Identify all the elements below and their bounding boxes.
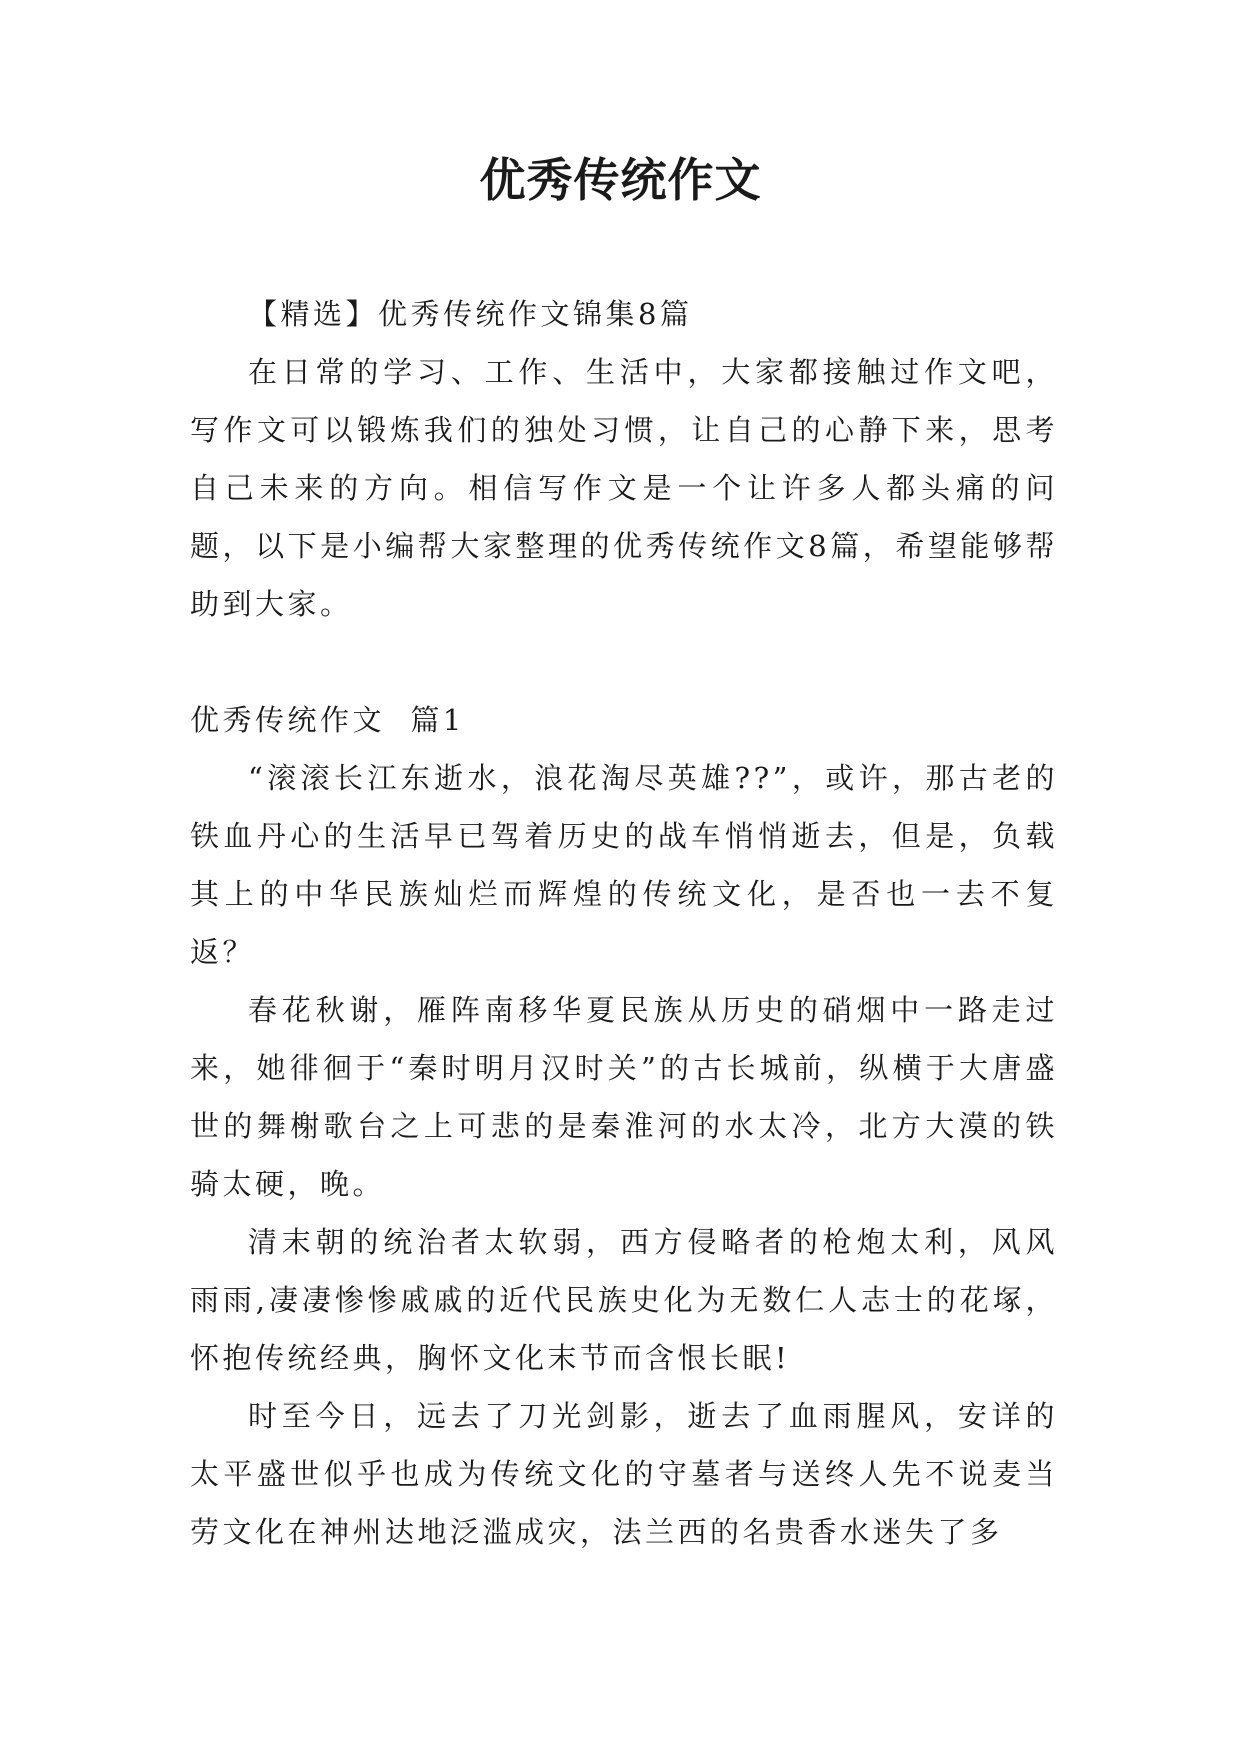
paragraph-4: 时至今日，远去了刀光剑影，逝去了血雨腥风，安详的太平盛世似乎也成为传统文化的守墓者与送终人先不说麦当劳文化在神州达地泛滥成灾，法兰西的名贵香水迷失了多: [190, 1399, 1058, 1549]
section-heading: 优秀传统作文 篇1: [190, 703, 465, 737]
subtitle-line: 【精选】优秀传统作文锦集8篇: [248, 297, 693, 331]
paragraph-2: 春花秋谢，雁阵南移华夏民族从历史的硝烟中一路走过来，她徘徊于“秦时明月汉时关”的古长城前，纵横于大唐盛世的舞榭歌台之上可悲的是秦淮河的水太冷，北方大漠的铁骑太硬，晚。: [190, 993, 1058, 1201]
paragraph-1: “滚滚长江东逝水，浪花淘尽英雄??”，或许，那古老的铁血丹心的生活早已驾着历史的战车悄悄逝去，但是，负载其上的中华民族灿烂而辉煌的传统文化，是否也一去不复返？: [190, 761, 1058, 969]
document-title: 优秀传统作文: [479, 153, 762, 207]
intro-paragraph: 在日常的学习、工作、生活中，大家都接触过作文吧，写作文可以锻炼我们的独处习惯，让自己的心静下来，思考自己未来的方向。相信写作文是一个让许多人都头痛的问题，以下是小编帮大家整理的优秀传统作文8篇，希望能够帮助到大家。: [190, 355, 1058, 621]
document-body: [190, 285, 1058, 1561]
paragraph-3: 清末朝的统治者太软弱，西方侵略者的枪炮太利，风风雨雨,凄凄惨惨戚戚的近代民族史化为无数仁人志士的花塚，怀抱传统经典，胸怀文化末节而含恨长眠!: [190, 1225, 1058, 1375]
